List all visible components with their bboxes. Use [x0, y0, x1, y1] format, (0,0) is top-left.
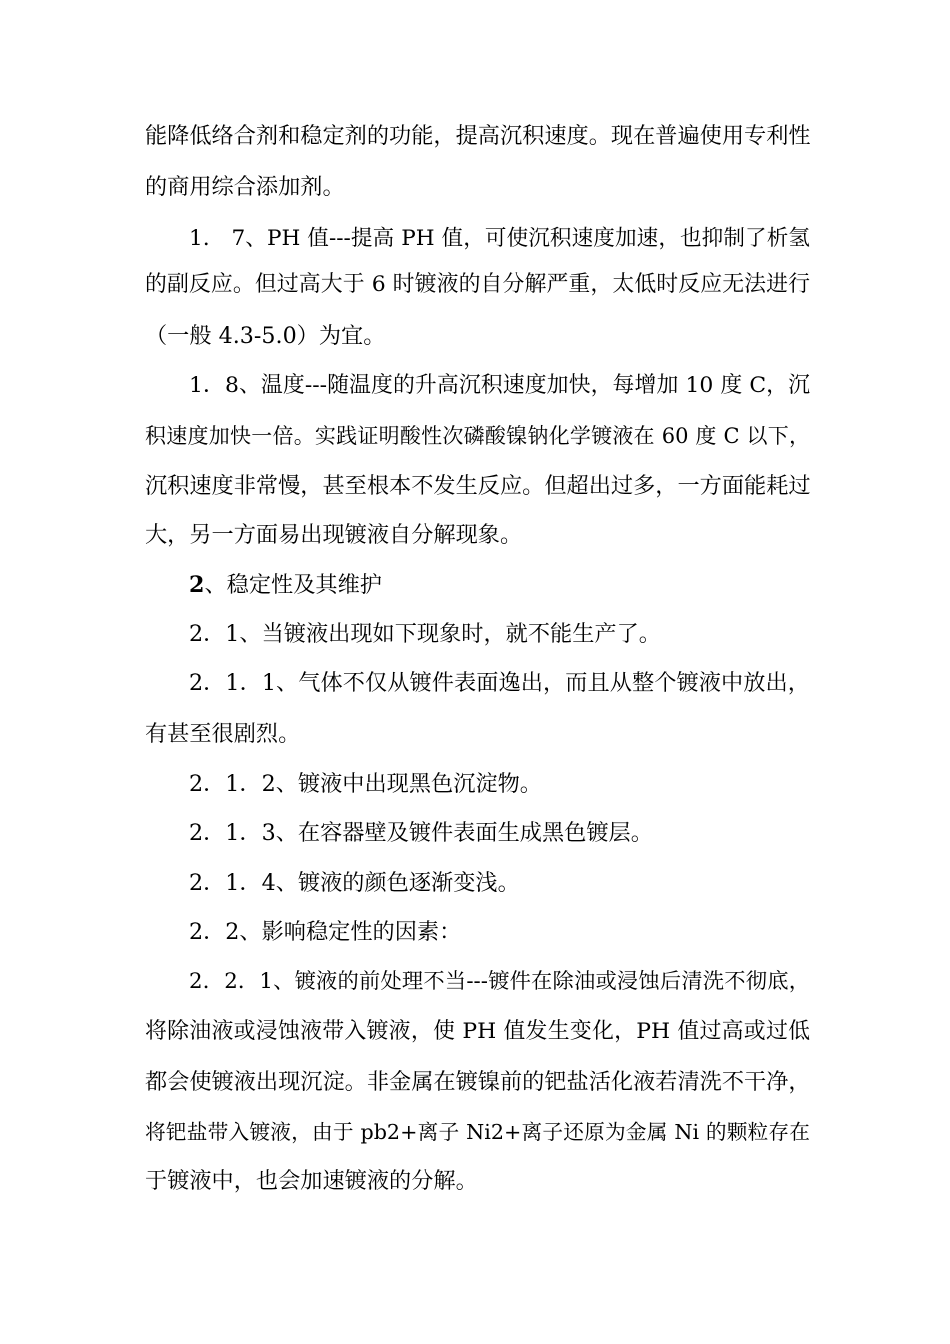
- section-title: 、稳定性及其维护: [204, 572, 382, 598]
- text-line: （一般 4.3-5.0）为宜。: [145, 323, 386, 349]
- section-number: 2: [189, 572, 205, 598]
- text-line: 将钯盐带入镀液，由于 pb2+离子 Ni2+离子还原为金属 Ni 的颗粒存在: [145, 1120, 810, 1144]
- text-line: 2．2、影响稳定性的因素：: [189, 919, 462, 945]
- text-line: 2．1．2、镀液中出现黑色沉淀物。: [189, 771, 542, 797]
- text-line: 有甚至很剧烈。: [145, 721, 301, 747]
- text-line: 积速度加快一倍。实践证明酸性次磷酸镍钠化学镀液在 60 度 C 以下，: [145, 424, 810, 448]
- text-line: 的副反应。但过高大于 6 时镀液的自分解严重，太低时反应无法进行: [145, 272, 810, 297]
- text-line: 沉积速度非常慢，甚至根本不发生反应。但超出过多，一方面能耗过: [145, 473, 811, 499]
- text-line: 的商用综合添加剂。: [145, 174, 345, 200]
- text-line: 2．1．4、镀液的颜色逐渐变浅。: [189, 870, 520, 896]
- text-line: 于镀液中，也会加速镀液的分解。: [145, 1168, 478, 1194]
- section-heading: [189, 568, 810, 602]
- text-line: 都会使镀液出现沉淀。非金属在镀镍前的钯盐活化液若清洗不干净，: [145, 1069, 811, 1095]
- text-line: 2．1．3、在容器壁及镀件表面生成黑色镀层。: [189, 820, 653, 846]
- text-line: 1． 7、PH 值---提高 PH 值，可使沉积速度加速，也抑制了析氢: [189, 226, 810, 251]
- text-line: 将除油液或浸蚀液带入镀液，使 PH 值发生变化，PH 值过高或过低: [145, 1019, 810, 1044]
- text-line: 能降低络合剂和稳定剂的功能，提高沉积速度。现在普遍使用专利性: [145, 123, 811, 149]
- text-line: 1．8、温度---随温度的升高沉积速度加快，每增加 10 度 C，沉: [189, 373, 810, 398]
- text-line: 2．2．1、镀液的前处理不当---镀件在除油或浸蚀后清洗不彻底，: [189, 969, 810, 994]
- text-line: 2．1．1、气体不仅从镀件表面逸出，而且从整个镀液中放出，: [189, 670, 810, 696]
- text-line: 大，另一方面易出现镀液自分解现象。: [145, 522, 523, 548]
- text-line: 2．1、当镀液出现如下现象时，就不能生产了。: [189, 621, 661, 647]
